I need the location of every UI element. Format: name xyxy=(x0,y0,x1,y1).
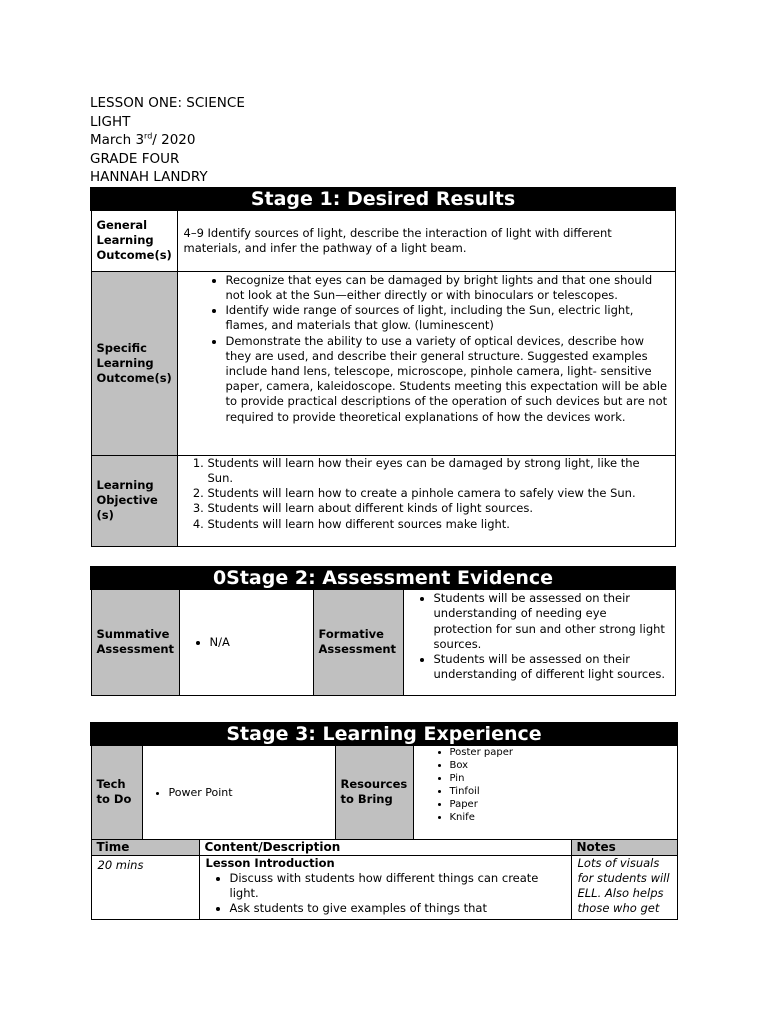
list-item: • Ask students to give examples of things that xyxy=(230,901,565,916)
col-header-content: Content/Description xyxy=(199,839,571,855)
list-item: • Demonstrate the ability to use a variety of optical devices, describe how they are used, and describe their general structure. Suggested examples include hand lens, telescope, microscope, pinhole camera, light- sensitive paper, camera, kaleidoscope. Students meeting this expectation will be able to provide practical descriptions of the operation of such devices but are not required to provide theoretical explanations of how the devices work. xyxy=(226,334,669,425)
list-item: • Knife xyxy=(450,811,671,824)
specific-outcome-list xyxy=(184,273,669,425)
stage2-table xyxy=(90,566,676,696)
lesson-header xyxy=(90,94,245,187)
specific-outcome-label: Specific Learning Outcome(s) xyxy=(91,271,177,455)
list-item: • Poster paper xyxy=(450,746,671,759)
list-item: • N/A xyxy=(210,635,307,650)
stage1-title: Stage 1: Desired Results xyxy=(91,188,675,210)
lesson-author: HANNAH LANDRY xyxy=(90,169,208,185)
list-item: • Tinfoil xyxy=(450,785,671,798)
formative-label: Formative Assessment xyxy=(313,589,403,695)
summative-list xyxy=(186,635,307,650)
table-row xyxy=(91,855,677,919)
list-item: • Pin xyxy=(450,772,671,785)
resources-label: Resources to Bring xyxy=(335,745,413,839)
lesson-grade: GRADE FOUR xyxy=(90,150,180,167)
lesson-subject: LIGHT xyxy=(90,113,131,130)
formative-list xyxy=(410,591,669,682)
col-header-time: Time xyxy=(91,839,199,855)
tech-list xyxy=(149,786,329,799)
stage3-table xyxy=(90,722,678,920)
summative-label: Summative Assessment xyxy=(91,589,179,695)
list-item: • Box xyxy=(450,759,671,772)
list-item: • Power Point xyxy=(169,786,329,799)
lesson-title: LESSON ONE: SCIENCE xyxy=(90,95,245,111)
general-outcome-label: General Learning Outcome(s) xyxy=(91,210,177,271)
learning-objective-label: Learning Objective (s) xyxy=(91,455,177,546)
stage1-table xyxy=(90,187,676,547)
row-notes: Lots of visuals for students will ELL. Also helps those who get xyxy=(571,855,677,919)
list-item: • Identify wide range of sources of light, including the Sun, electric light, flames, and materials that glow. (luminescent) xyxy=(226,303,669,333)
list-item: • Students will be assessed on their understanding of needing eye protection for sun and other strong light sources. xyxy=(434,591,669,652)
learning-objective-list xyxy=(184,456,669,532)
resources-list xyxy=(420,746,671,824)
list-item: • Students will be assessed on their understanding of different light sources. xyxy=(434,652,669,682)
list-item: 3. Students will learn about different kinds of light sources. xyxy=(208,501,669,516)
col-header-notes: Notes xyxy=(571,839,677,855)
stage2-title: 0Stage 2: Assessment Evidence xyxy=(91,567,675,589)
tech-label: Tech to Do xyxy=(91,745,142,839)
row-content-list xyxy=(206,871,565,917)
list-item: 4. Students will learn how different sources make light. xyxy=(208,517,669,532)
row-time: 20 mins xyxy=(91,855,199,919)
list-item: • Discuss with students how different things can create light. xyxy=(230,871,565,901)
list-item: 2. Students will learn how to create a pinhole camera to safely view the Sun. xyxy=(208,486,669,501)
list-item: • Paper xyxy=(450,798,671,811)
general-outcome-text: 4–9 Identify sources of light, describe the interaction of light with different materials, and infer the pathway of a light beam. xyxy=(177,210,675,271)
list-item: 1. Students will learn how their eyes can be damaged by strong light, like the Sun. xyxy=(208,456,669,486)
stage3-title: Stage 3: Learning Experience xyxy=(91,723,677,745)
list-item: • Recognize that eyes can be damaged by bright lights and that one should not look at the Sun—either directly or with binoculars or telescopes. xyxy=(226,273,669,303)
row-heading: Lesson Introduction xyxy=(205,855,335,870)
lesson-date: March 3rd/ 2020 xyxy=(90,131,196,148)
